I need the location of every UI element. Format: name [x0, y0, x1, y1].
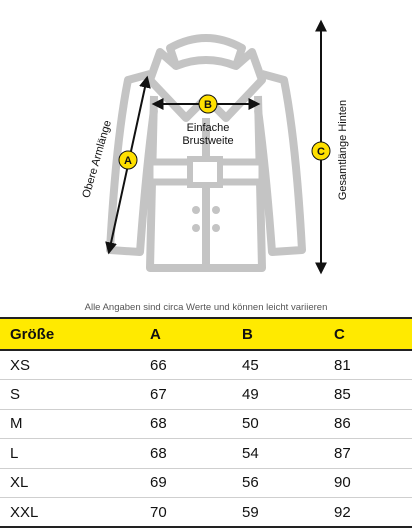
arm-length-text: Obere Armlänge	[80, 119, 114, 200]
value-c-cell: 87	[334, 439, 412, 468]
value-b-cell: 56	[242, 468, 334, 497]
size-cell: S	[0, 380, 150, 409]
value-a-cell: 68	[150, 409, 242, 438]
total-length-text: Gesamtlänge Hinten	[337, 99, 349, 201]
header-c: C	[334, 318, 412, 350]
value-a-cell: 67	[150, 380, 242, 409]
value-c-cell: 86	[334, 409, 412, 438]
size-cell: L	[0, 439, 150, 468]
size-cell: XS	[0, 350, 150, 380]
value-c-cell: 90	[334, 468, 412, 497]
table-row	[0, 350, 412, 380]
table-row	[0, 497, 412, 527]
value-c-cell: 85	[334, 380, 412, 409]
value-a-cell: 66	[150, 350, 242, 380]
measure-c-label: C	[317, 146, 325, 158]
size-cell: XXL	[0, 497, 150, 527]
value-c-cell: 92	[334, 497, 412, 527]
measure-a-label: A	[124, 155, 132, 167]
value-b-cell: 49	[242, 380, 334, 409]
value-a-cell: 70	[150, 497, 242, 527]
chest-width-text-line1: Einfache	[186, 122, 230, 134]
size-cell: XL	[0, 468, 150, 497]
header-size: Größe	[0, 318, 150, 350]
value-a-cell: 69	[150, 468, 242, 497]
table-header-row	[0, 318, 412, 350]
belt-buckle	[190, 159, 220, 185]
value-b-cell: 54	[242, 439, 334, 468]
value-b-cell: 50	[242, 409, 334, 438]
table-row	[0, 439, 412, 468]
coat-outline	[110, 38, 302, 268]
size-cell: M	[0, 409, 150, 438]
table-row	[0, 380, 412, 409]
value-b-cell: 45	[242, 350, 334, 380]
value-b-cell: 59	[242, 497, 334, 527]
value-a-cell: 68	[150, 439, 242, 468]
table-row	[0, 468, 412, 497]
size-table	[0, 317, 412, 528]
table-row	[0, 409, 412, 438]
header-b: B	[242, 318, 334, 350]
disclaimer-note: Alle Angaben sind circa Werte und können leicht variieren	[84, 302, 328, 313]
header-a: A	[150, 318, 242, 350]
measure-b-label: B	[204, 99, 212, 111]
value-c-cell: 81	[334, 350, 412, 380]
chest-width-text-line2: Brustweite	[182, 135, 234, 147]
